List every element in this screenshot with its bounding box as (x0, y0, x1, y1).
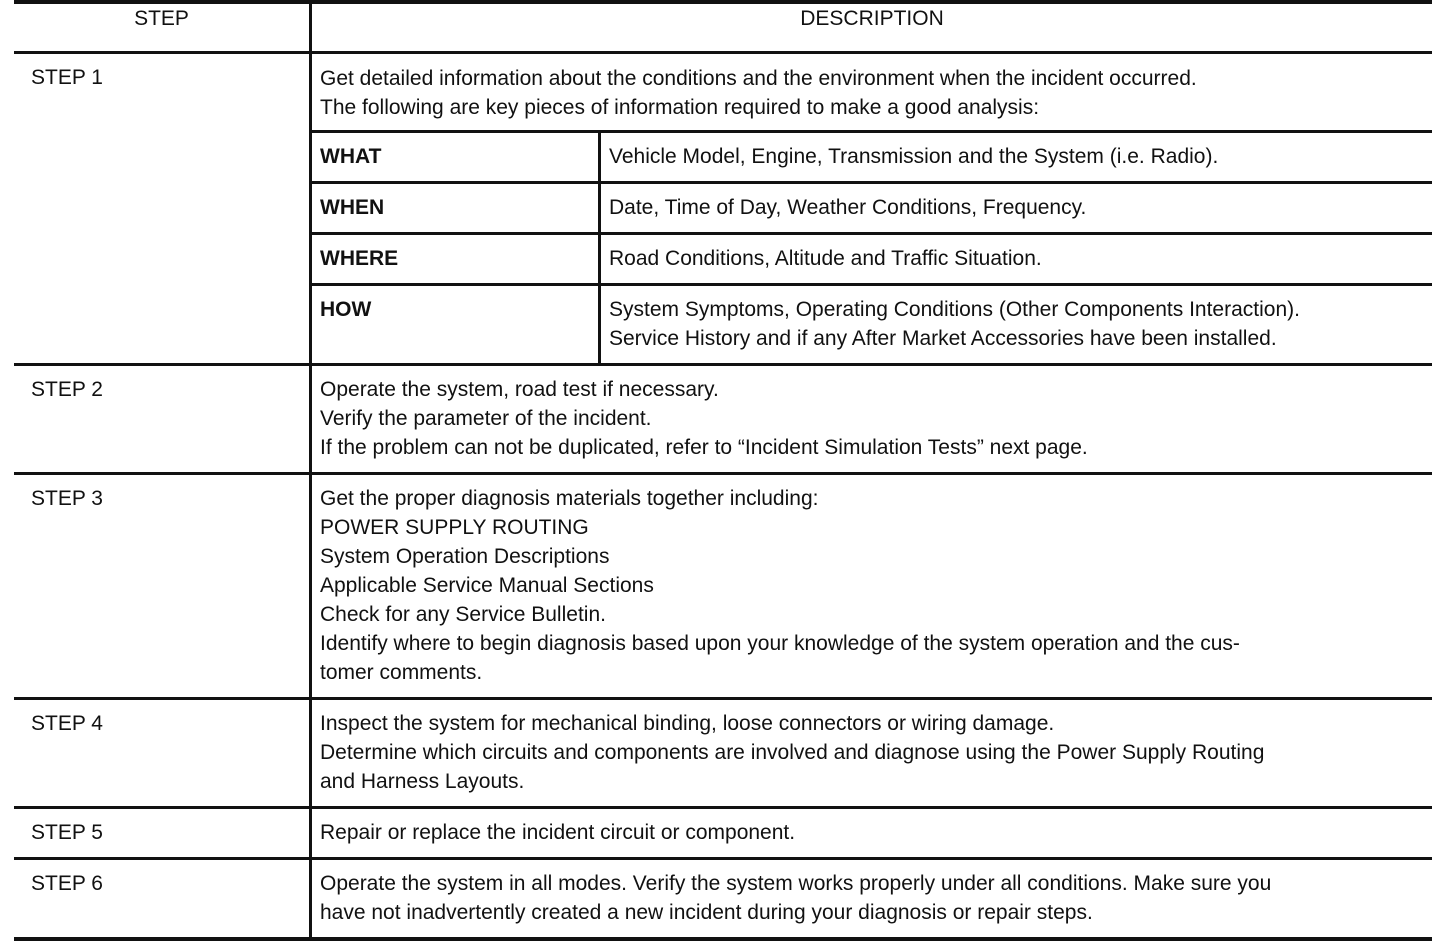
description-line: Get detailed information about the conditions and the environment when the incident occurred. (320, 67, 1197, 90)
info-row-what (312, 132, 1432, 183)
description-line: Inspect the system for mechanical binding, loose connectors or wiring damage. (320, 712, 1055, 735)
step-row-6 (14, 859, 1432, 940)
description-line: Determine which circuits and components are involved and diagnose using the Power Supply Routing (320, 741, 1265, 764)
info-value-line: Date, Time of Day, Weather Conditions, Frequency. (609, 196, 1087, 219)
info-value (600, 234, 1433, 285)
info-key: WHEN (312, 183, 600, 234)
description-line: Operate the system, road test if necessary. (320, 378, 719, 401)
description-line: Verify the parameter of the incident. (320, 407, 652, 430)
description-line: If the problem can not be duplicated, refer to “Incident Simulation Tests” next page. (320, 436, 1088, 459)
info-value-line: Vehicle Model, Engine, Transmission and the System (i.e. Radio). (609, 145, 1219, 168)
step-description (311, 699, 1433, 808)
description-line: Operate the system in all modes. Verify the system works properly under all conditions. Make sure you (320, 872, 1272, 895)
step-row-5 (14, 808, 1432, 859)
step-label: STEP 5 (14, 808, 311, 859)
info-value (600, 183, 1433, 234)
info-key: WHAT (312, 132, 600, 183)
header-step: STEP (14, 2, 311, 53)
step-row-1 (14, 53, 1432, 365)
info-value (600, 132, 1433, 183)
key-information-table (312, 130, 1432, 363)
diagnosis-procedure-document (14, 0, 1432, 941)
description-line: and Harness Layouts. (320, 770, 525, 793)
diagnosis-steps-table (14, 0, 1432, 941)
header-description: DESCRIPTION (311, 2, 1433, 53)
step-description (311, 808, 1433, 859)
info-row-where (312, 234, 1432, 285)
step-description (311, 474, 1433, 699)
step-label: STEP 3 (14, 474, 311, 699)
step-row-4 (14, 699, 1432, 808)
step-label: STEP 4 (14, 699, 311, 808)
description-line: POWER SUPPLY ROUTING (320, 516, 589, 539)
table-header-row (14, 2, 1432, 53)
description-line: The following are key pieces of information required to make a good analysis: (320, 96, 1040, 119)
info-value-line: Service History and if any After Market Accessories have been installed. (609, 327, 1277, 350)
step-row-2 (14, 365, 1432, 474)
step-label: STEP 6 (14, 859, 311, 940)
info-key: WHERE (312, 234, 600, 285)
info-row-how (312, 285, 1432, 364)
info-value (600, 285, 1433, 364)
description-line: System Operation Descriptions (320, 545, 610, 568)
info-row-when (312, 183, 1432, 234)
description-line: have not inadvertently created a new incident during your diagnosis or repair steps. (320, 901, 1093, 924)
info-key: HOW (312, 285, 600, 364)
description-line: Repair or replace the incident circuit or component. (320, 821, 796, 844)
step-label: STEP 1 (14, 53, 311, 365)
description-line: Check for any Service Bulletin. (320, 603, 606, 626)
description-line: Get the proper diagnosis materials together including: (320, 487, 819, 510)
step-label: STEP 2 (14, 365, 311, 474)
info-value-line: System Symptoms, Operating Conditions (Other Components Interaction). (609, 298, 1300, 321)
step-1-intro (312, 54, 1432, 130)
step-row-3 (14, 474, 1432, 699)
description-line: Identify where to begin diagnosis based upon your knowledge of the system operation and the cus- (320, 632, 1240, 655)
step-description (311, 859, 1433, 940)
description-line: Applicable Service Manual Sections (320, 574, 654, 597)
description-line: tomer comments. (320, 661, 483, 684)
step-description (311, 365, 1433, 474)
info-value-line: Road Conditions, Altitude and Traffic Situation. (609, 247, 1042, 270)
step-description (311, 53, 1433, 365)
